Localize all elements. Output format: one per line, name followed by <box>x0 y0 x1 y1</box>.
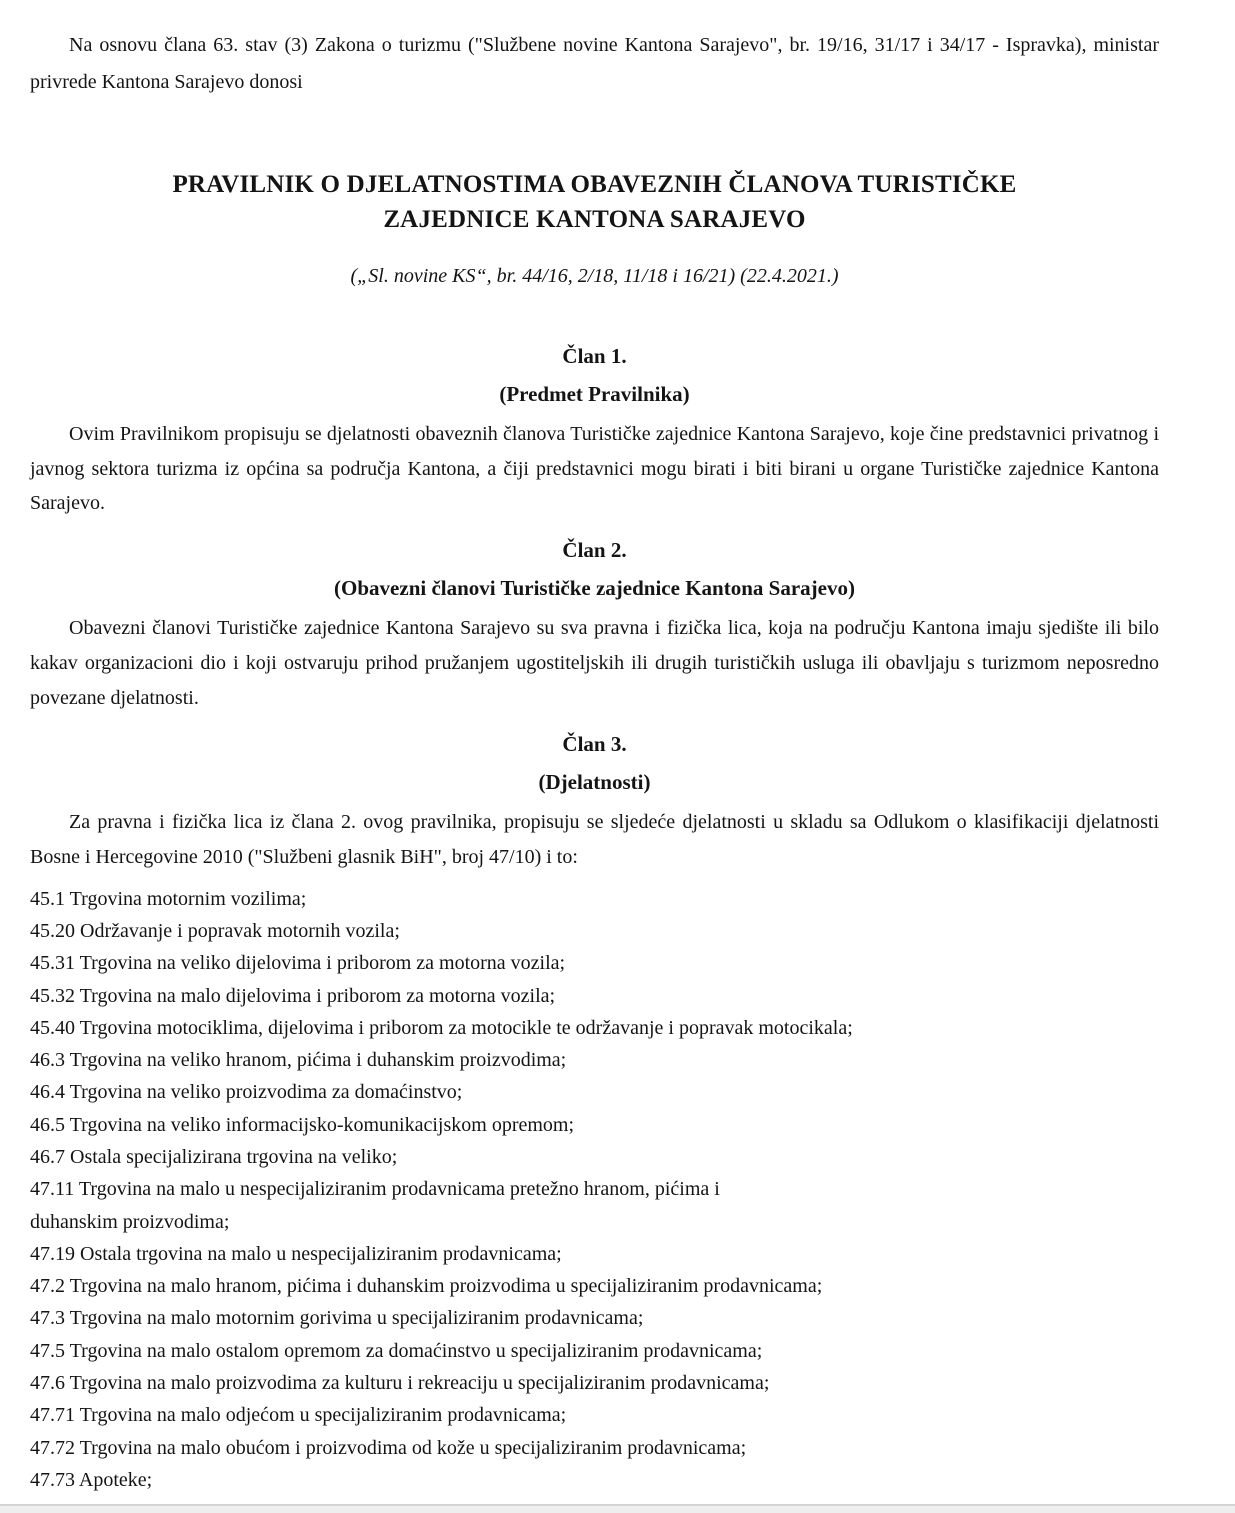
article-3-number: Član 3. <box>562 732 627 757</box>
activity-line: duhanskim proizvodima; <box>30 1210 230 1233</box>
article-1-body: Ovim Pravilnikom propisuju se djelatnosti obaveznih članova Turističke zajednice Kantona Sarajevo, koje čine predstavnici privatnog i javnog sektora turizma iz općina sa područja Kantona, a čiji predstavnici mogu birati i biti birani u organe Turističke zajednice Kantona Sarajevo. <box>30 423 1159 515</box>
activity-line: 47.6 Trgovina na malo proizvodima za kulturu i rekreaciju u specijaliziranim prodavnicama; <box>30 1372 770 1395</box>
article-2-subtitle: (Obavezni članovi Turističke zajednice Kantona Sarajevo) <box>334 576 855 601</box>
activity-line: 46.5 Trgovina na veliko informacijsko-komunikacijskom opremom; <box>30 1113 575 1136</box>
activity-line: 47.3 Trgovina na malo motornim gorivima u specijaliziranim prodavnicama; <box>30 1307 644 1330</box>
activity-line: 46.4 Trgovina na veliko proizvodima za domaćinstvo; <box>30 1081 463 1104</box>
article-2-number: Član 2. <box>562 538 627 563</box>
activity-line: 45.32 Trgovina na malo dijelovima i priborom za motorna vozila; <box>30 984 556 1007</box>
article-2-body: Obavezni članovi Turističke zajednice Kantona Sarajevo su sva pravna i fizička lica, koja na području Kantona imaju sjedište ili bilo kakav organizacioni dio i koji ostvaruju prihod pružanjem ugostiteljskih ili drugih turističkih usluga ili obavljaju s turizmom neposredno povezane djelatnosti. <box>30 617 1159 709</box>
article-3-subtitle: (Djelatnosti) <box>538 770 651 795</box>
article-1-subtitle: (Predmet Pravilnika) <box>499 382 690 406</box>
activity-line: 45.20 Održavanje i popravak motornih vozila; <box>30 919 400 942</box>
activity-line: 45.31 Trgovina na veliko dijelovima i priborom za motorna vozila; <box>30 952 566 975</box>
activity-line: 47.5 Trgovina na malo ostalom opremom za domaćinstvo u specijaliziranim prodavnicama; <box>30 1339 763 1362</box>
activity-line: 46.3 Trgovina na veliko hranom, pićima i duhanskim proizvodima; <box>30 1049 567 1072</box>
activity-line: 47.2 Trgovina na malo hranom, pićima i duhanskim proizvodima u specijaliziranim prodavnicama; <box>30 1275 823 1298</box>
activity-line: 45.1 Trgovina motornim vozilima; <box>30 887 307 910</box>
preamble-paragraph: Na osnovu člana 63. stav (3) Zakona o turizmu ("Službene novine Kantona Sarajevo", br. 19/16, 31/17 i 34/17 - Ispravka), ministar privrede Kantona Sarajevo donosi <box>30 34 1159 93</box>
page-bottom-edge <box>0 1504 1235 1513</box>
gazette-citation: („Sl. novine KS“, br. 44/16, 2/18, 11/18 i 16/21) (22.4.2021.) <box>350 265 839 287</box>
activity-line: 47.11 Trgovina na malo u nespecijaliziranim prodavnicama pretežno hranom, pićima i <box>30 1178 720 1201</box>
activity-line: 47.71 Trgovina na malo odjećom u specijaliziranim prodavnicama; <box>30 1404 567 1427</box>
article-1-number: Član 1. <box>562 344 627 368</box>
activity-line: 45.40 Trgovina motociklima, dijelovima i priborom za motocikle te održavanje i popravak motocikala; <box>30 1016 853 1039</box>
article-3-body: Za pravna i fizička lica iz člana 2. ovog pravilnika, propisuju se sljedeće djelatnosti u skladu sa Odlukom o klasifikaciji djelatnosti Bosne i Hercegovine 2010 ("Službeni glasnik BiH", broj 47/10) i to: <box>30 811 1159 868</box>
document-title-line-1: PRAVILNIK O DJELATNOSTIMA OBAVEZNIH ČLANOVA TURISTIČKE <box>172 171 1017 198</box>
activity-line: 47.19 Ostala trgovina na malo u nespecijaliziranim prodavnicama; <box>30 1242 562 1265</box>
activity-line: 46.7 Ostala specijalizirana trgovina na veliko; <box>30 1146 398 1168</box>
activity-line: 47.72 Trgovina na malo obućom i proizvodima od kože u specijaliziranim prodavnicama; <box>30 1436 747 1459</box>
document-title-line-2: ZAJEDNICE KANTONA SARAJEVO <box>383 206 806 233</box>
activities-list <box>30 883 1159 1497</box>
activity-line: 47.73 Apoteke; <box>30 1468 153 1491</box>
document-title <box>30 167 1159 237</box>
